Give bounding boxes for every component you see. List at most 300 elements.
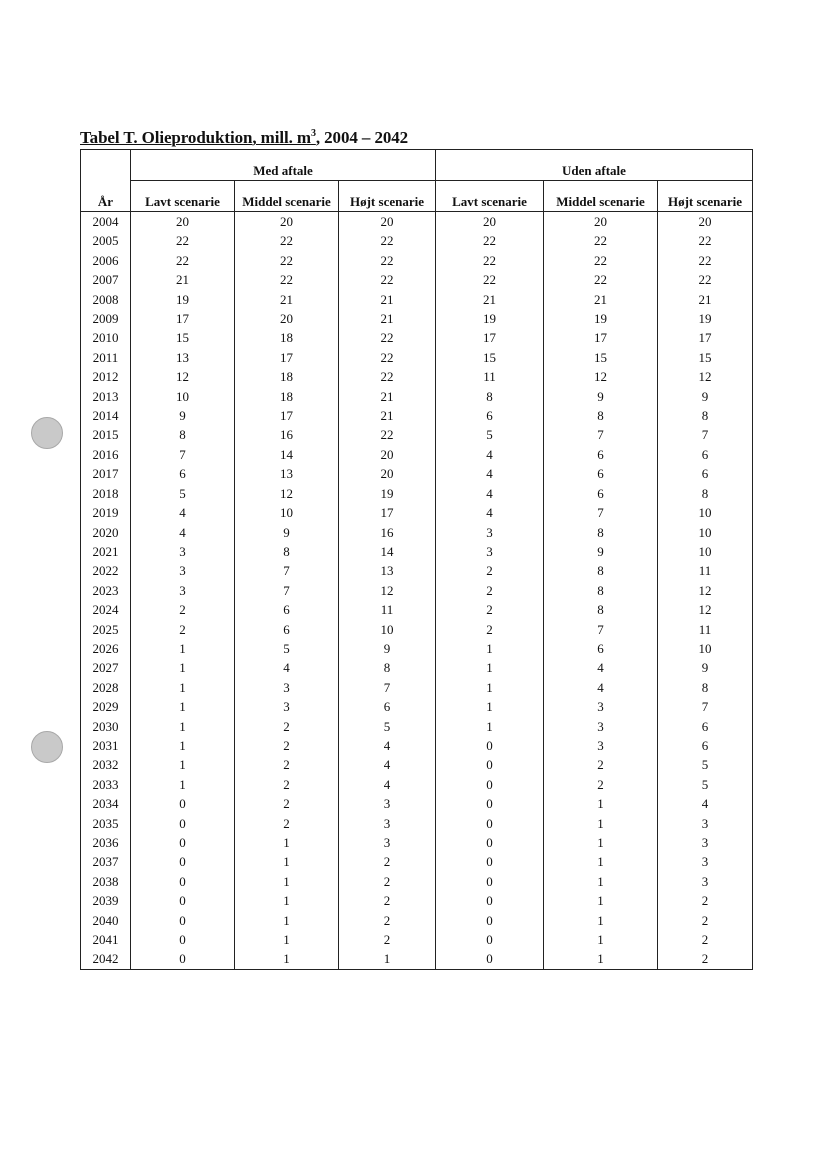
value-cell: 8 (544, 561, 658, 580)
year-cell: 2022 (81, 561, 131, 580)
value-cell: 22 (436, 251, 544, 270)
value-cell: 20 (339, 464, 436, 483)
value-cell: 1 (436, 697, 544, 716)
value-cell: 4 (436, 445, 544, 464)
value-cell: 20 (131, 212, 235, 232)
value-cell: 6 (658, 736, 753, 755)
value-cell: 0 (436, 872, 544, 891)
value-cell: 1 (544, 794, 658, 813)
value-cell: 11 (658, 620, 753, 639)
value-cell: 17 (544, 328, 658, 347)
year-cell: 2016 (81, 445, 131, 464)
value-cell: 12 (131, 367, 235, 386)
column-header: Højt scenarie (658, 181, 753, 212)
value-cell: 14 (339, 542, 436, 561)
value-cell: 10 (658, 639, 753, 658)
value-cell: 13 (131, 348, 235, 367)
value-cell: 1 (131, 658, 235, 677)
value-cell: 0 (436, 930, 544, 949)
value-cell: 20 (235, 212, 339, 232)
value-cell: 9 (339, 639, 436, 658)
value-cell: 0 (131, 794, 235, 813)
value-cell: 9 (658, 387, 753, 406)
value-cell: 22 (339, 425, 436, 444)
value-cell: 0 (436, 911, 544, 930)
value-cell: 10 (235, 503, 339, 522)
table-row (81, 872, 753, 891)
value-cell: 12 (544, 367, 658, 386)
value-cell: 22 (658, 270, 753, 289)
value-cell: 15 (658, 348, 753, 367)
value-cell: 4 (436, 484, 544, 503)
value-cell: 9 (658, 658, 753, 677)
value-cell: 17 (235, 348, 339, 367)
value-cell: 22 (339, 251, 436, 270)
value-cell: 1 (436, 717, 544, 736)
year-cell: 2038 (81, 872, 131, 891)
value-cell: 21 (235, 290, 339, 309)
value-cell: 1 (436, 639, 544, 658)
value-cell: 2 (658, 891, 753, 910)
year-cell: 2007 (81, 270, 131, 289)
value-cell: 2 (339, 911, 436, 930)
year-cell: 2027 (81, 658, 131, 677)
value-cell: 2 (131, 620, 235, 639)
value-cell: 7 (544, 503, 658, 522)
year-cell: 2014 (81, 406, 131, 425)
value-cell: 0 (436, 794, 544, 813)
table-row (81, 523, 753, 542)
table-row (81, 367, 753, 386)
value-cell: 3 (436, 542, 544, 561)
value-cell: 2 (544, 755, 658, 774)
value-cell: 0 (131, 852, 235, 871)
value-cell: 2 (339, 872, 436, 891)
value-cell: 1 (544, 833, 658, 852)
value-cell: 8 (436, 387, 544, 406)
value-cell: 22 (131, 231, 235, 250)
value-cell: 1 (544, 911, 658, 930)
table-row (81, 212, 753, 232)
value-cell: 15 (544, 348, 658, 367)
title-superscript: 3 (310, 128, 316, 139)
table-row (81, 658, 753, 677)
value-cell: 9 (544, 542, 658, 561)
year-cell: 2005 (81, 231, 131, 250)
value-cell: 22 (436, 231, 544, 250)
year-cell: 2021 (81, 542, 131, 561)
value-cell: 13 (339, 561, 436, 580)
value-cell: 8 (658, 406, 753, 425)
value-cell: 1 (131, 697, 235, 716)
value-cell: 15 (436, 348, 544, 367)
value-cell: 11 (339, 600, 436, 619)
value-cell: 12 (339, 581, 436, 600)
value-cell: 8 (658, 484, 753, 503)
value-cell: 0 (436, 736, 544, 755)
value-cell: 1 (339, 949, 436, 969)
table-row (81, 581, 753, 600)
year-cell: 2006 (81, 251, 131, 270)
value-cell: 1 (436, 658, 544, 677)
value-cell: 7 (544, 425, 658, 444)
value-cell: 19 (658, 309, 753, 328)
value-cell: 6 (436, 406, 544, 425)
year-header: År (81, 150, 131, 212)
value-cell: 1 (544, 852, 658, 871)
value-cell: 3 (436, 523, 544, 542)
year-cell: 2025 (81, 620, 131, 639)
value-cell: 0 (131, 814, 235, 833)
column-header: Lavt scenarie (131, 181, 235, 212)
value-cell: 0 (436, 814, 544, 833)
value-cell: 7 (339, 678, 436, 697)
table-row (81, 678, 753, 697)
value-cell: 20 (339, 445, 436, 464)
value-cell: 22 (544, 231, 658, 250)
value-cell: 3 (339, 814, 436, 833)
value-cell: 2 (339, 852, 436, 871)
value-cell: 4 (235, 658, 339, 677)
table-row (81, 309, 753, 328)
value-cell: 8 (544, 581, 658, 600)
value-cell: 3 (339, 794, 436, 813)
table-row (81, 484, 753, 503)
year-cell: 2017 (81, 464, 131, 483)
value-cell: 20 (436, 212, 544, 232)
value-cell: 10 (339, 620, 436, 639)
value-cell: 0 (436, 755, 544, 774)
value-cell: 0 (131, 891, 235, 910)
value-cell: 2 (235, 794, 339, 813)
value-cell: 19 (436, 309, 544, 328)
table-row (81, 891, 753, 910)
table-row (81, 755, 753, 774)
value-cell: 13 (235, 464, 339, 483)
table-row (81, 290, 753, 309)
group-header-med-aftale: Med aftale (131, 150, 436, 181)
year-cell: 2015 (81, 425, 131, 444)
table-row (81, 425, 753, 444)
value-cell: 21 (339, 290, 436, 309)
table-row (81, 464, 753, 483)
value-cell: 0 (436, 833, 544, 852)
value-cell: 4 (436, 503, 544, 522)
value-cell: 0 (131, 911, 235, 930)
year-cell: 2041 (81, 930, 131, 949)
table-row (81, 387, 753, 406)
table-row (81, 852, 753, 871)
value-cell: 12 (658, 600, 753, 619)
year-cell: 2033 (81, 775, 131, 794)
value-cell: 2 (436, 561, 544, 580)
value-cell: 2 (235, 814, 339, 833)
value-cell: 0 (131, 949, 235, 969)
value-cell: 17 (235, 406, 339, 425)
value-cell: 21 (658, 290, 753, 309)
value-cell: 18 (235, 328, 339, 347)
value-cell: 9 (544, 387, 658, 406)
value-cell: 22 (235, 270, 339, 289)
year-cell: 2031 (81, 736, 131, 755)
value-cell: 4 (339, 736, 436, 755)
value-cell: 7 (131, 445, 235, 464)
value-cell: 1 (131, 755, 235, 774)
value-cell: 11 (436, 367, 544, 386)
table-row (81, 736, 753, 755)
value-cell: 6 (658, 717, 753, 736)
value-cell: 3 (131, 561, 235, 580)
year-cell: 2028 (81, 678, 131, 697)
table-row (81, 251, 753, 270)
table-row (81, 930, 753, 949)
year-cell: 2018 (81, 484, 131, 503)
value-cell: 1 (131, 775, 235, 794)
value-cell: 17 (339, 503, 436, 522)
value-cell: 17 (131, 309, 235, 328)
value-cell: 11 (658, 561, 753, 580)
value-cell: 16 (339, 523, 436, 542)
oil-production-table (80, 149, 753, 970)
table-row (81, 814, 753, 833)
value-cell: 1 (131, 639, 235, 658)
year-cell: 2023 (81, 581, 131, 600)
table-row (81, 949, 753, 969)
value-cell: 6 (544, 484, 658, 503)
value-cell: 20 (339, 212, 436, 232)
value-cell: 5 (235, 639, 339, 658)
value-cell: 1 (544, 891, 658, 910)
value-cell: 1 (544, 872, 658, 891)
year-cell: 2037 (81, 852, 131, 871)
value-cell: 6 (544, 445, 658, 464)
value-cell: 5 (131, 484, 235, 503)
value-cell: 3 (235, 697, 339, 716)
value-cell: 22 (658, 251, 753, 270)
value-cell: 8 (544, 600, 658, 619)
value-cell: 10 (658, 542, 753, 561)
value-cell: 8 (131, 425, 235, 444)
year-cell: 2032 (81, 755, 131, 774)
value-cell: 22 (339, 231, 436, 250)
value-cell: 2 (235, 775, 339, 794)
value-cell: 2 (658, 911, 753, 930)
year-cell: 2042 (81, 949, 131, 969)
value-cell: 19 (131, 290, 235, 309)
table-row (81, 328, 753, 347)
value-cell: 3 (544, 717, 658, 736)
value-cell: 12 (235, 484, 339, 503)
value-cell: 1 (235, 852, 339, 871)
value-cell: 3 (235, 678, 339, 697)
value-cell: 22 (544, 270, 658, 289)
value-cell: 1 (235, 891, 339, 910)
value-cell: 1 (235, 911, 339, 930)
value-cell: 21 (339, 406, 436, 425)
value-cell: 2 (658, 949, 753, 969)
value-cell: 3 (544, 697, 658, 716)
group-header-uden-aftale: Uden aftale (436, 150, 753, 181)
value-cell: 6 (544, 639, 658, 658)
value-cell: 4 (339, 755, 436, 774)
value-cell: 3 (131, 542, 235, 561)
value-cell: 6 (339, 697, 436, 716)
value-cell: 6 (235, 620, 339, 639)
value-cell: 4 (658, 794, 753, 813)
value-cell: 6 (131, 464, 235, 483)
table-row (81, 600, 753, 619)
value-cell: 2 (544, 775, 658, 794)
value-cell: 22 (339, 270, 436, 289)
table-body (81, 212, 753, 970)
value-cell: 22 (544, 251, 658, 270)
value-cell: 8 (235, 542, 339, 561)
value-cell: 7 (658, 425, 753, 444)
value-cell: 3 (658, 852, 753, 871)
value-cell: 5 (658, 755, 753, 774)
value-cell: 1 (131, 717, 235, 736)
value-cell: 0 (436, 891, 544, 910)
value-cell: 2 (235, 755, 339, 774)
table-row (81, 561, 753, 580)
year-cell: 2029 (81, 697, 131, 716)
table-row (81, 717, 753, 736)
value-cell: 16 (235, 425, 339, 444)
year-cell: 2011 (81, 348, 131, 367)
year-cell: 2036 (81, 833, 131, 852)
binder-hole-bottom (31, 731, 63, 763)
value-cell: 2 (658, 930, 753, 949)
value-cell: 4 (339, 775, 436, 794)
value-cell: 0 (131, 833, 235, 852)
value-cell: 6 (235, 600, 339, 619)
value-cell: 0 (131, 872, 235, 891)
value-cell: 21 (544, 290, 658, 309)
value-cell: 1 (131, 678, 235, 697)
value-cell: 6 (544, 464, 658, 483)
value-cell: 17 (658, 328, 753, 347)
value-cell: 3 (131, 581, 235, 600)
value-cell: 22 (235, 251, 339, 270)
column-header: Middel scenarie (235, 181, 339, 212)
value-cell: 1 (436, 678, 544, 697)
year-cell: 2034 (81, 794, 131, 813)
table-row (81, 639, 753, 658)
table-row (81, 697, 753, 716)
value-cell: 18 (235, 367, 339, 386)
value-cell: 21 (339, 387, 436, 406)
value-cell: 2 (436, 600, 544, 619)
value-cell: 12 (658, 367, 753, 386)
value-cell: 8 (544, 406, 658, 425)
year-cell: 2020 (81, 523, 131, 542)
value-cell: 4 (436, 464, 544, 483)
value-cell: 10 (131, 387, 235, 406)
value-cell: 9 (131, 406, 235, 425)
title-main: Tabel T. Olieproduktion, mill. m (80, 128, 311, 147)
value-cell: 7 (658, 697, 753, 716)
value-cell: 1 (544, 930, 658, 949)
value-cell: 21 (131, 270, 235, 289)
value-cell: 12 (658, 581, 753, 600)
value-cell: 2 (436, 620, 544, 639)
value-cell: 6 (658, 445, 753, 464)
value-cell: 10 (658, 503, 753, 522)
value-cell: 5 (658, 775, 753, 794)
value-cell: 3 (339, 833, 436, 852)
table-row (81, 542, 753, 561)
value-cell: 8 (544, 523, 658, 542)
binder-hole-top (31, 417, 63, 449)
value-cell: 4 (131, 503, 235, 522)
column-header: Middel scenarie (544, 181, 658, 212)
value-cell: 7 (235, 581, 339, 600)
value-cell: 8 (339, 658, 436, 677)
value-cell: 1 (235, 930, 339, 949)
table-row (81, 348, 753, 367)
table-row (81, 503, 753, 522)
value-cell: 17 (436, 328, 544, 347)
value-cell: 21 (339, 309, 436, 328)
value-cell: 2 (235, 717, 339, 736)
value-cell: 20 (235, 309, 339, 328)
value-cell: 5 (339, 717, 436, 736)
table-row (81, 620, 753, 639)
value-cell: 0 (436, 775, 544, 794)
value-cell: 9 (235, 523, 339, 542)
year-cell: 2008 (81, 290, 131, 309)
value-cell: 10 (658, 523, 753, 542)
table-row (81, 794, 753, 813)
year-cell: 2010 (81, 328, 131, 347)
value-cell: 3 (544, 736, 658, 755)
table-row (81, 270, 753, 289)
year-cell: 2024 (81, 600, 131, 619)
table-row (81, 911, 753, 930)
value-cell: 19 (544, 309, 658, 328)
value-cell: 21 (436, 290, 544, 309)
value-cell: 1 (235, 872, 339, 891)
value-cell: 5 (436, 425, 544, 444)
value-cell: 2 (235, 736, 339, 755)
value-cell: 7 (544, 620, 658, 639)
value-cell: 15 (131, 328, 235, 347)
table-row (81, 231, 753, 250)
year-cell: 2009 (81, 309, 131, 328)
value-cell: 22 (339, 348, 436, 367)
year-cell: 2019 (81, 503, 131, 522)
table-title (80, 128, 408, 148)
table-row (81, 406, 753, 425)
column-header: Lavt scenarie (436, 181, 544, 212)
value-cell: 0 (436, 852, 544, 871)
value-cell: 4 (544, 678, 658, 697)
value-cell: 22 (339, 367, 436, 386)
year-cell: 2004 (81, 212, 131, 232)
year-cell: 2026 (81, 639, 131, 658)
value-cell: 1 (544, 814, 658, 833)
value-cell: 3 (658, 833, 753, 852)
year-cell: 2039 (81, 891, 131, 910)
value-cell: 22 (658, 231, 753, 250)
year-cell: 2035 (81, 814, 131, 833)
year-cell: 2040 (81, 911, 131, 930)
value-cell: 0 (131, 930, 235, 949)
value-cell: 2 (131, 600, 235, 619)
value-cell: 4 (131, 523, 235, 542)
value-cell: 3 (658, 814, 753, 833)
value-cell: 19 (339, 484, 436, 503)
